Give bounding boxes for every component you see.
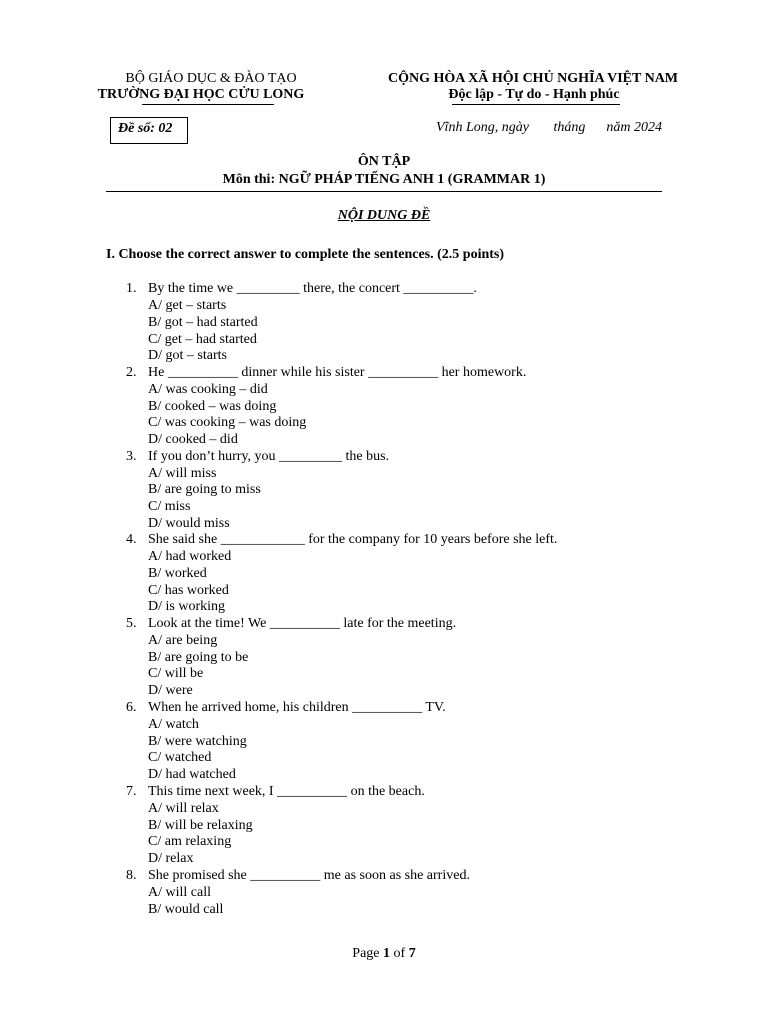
question-text: If you don’t hurry, you _________ the bus. <box>148 449 390 464</box>
section-heading: NỘI DUNG ĐỀ <box>337 208 431 223</box>
option-d: D/ is working <box>148 599 225 614</box>
page-mid: of <box>390 946 409 961</box>
question-number: 2. <box>126 365 137 380</box>
motto-underline <box>452 104 620 105</box>
question-number: 7. <box>126 784 137 799</box>
school-name: TRƯỜNG ĐẠI HỌC CỬU LONG <box>97 87 305 102</box>
document-title: ÔN TẬP <box>357 154 411 169</box>
option-a: A/ are being <box>148 633 218 648</box>
option-b: B/ were watching <box>148 734 247 749</box>
question-number: 5. <box>126 616 137 631</box>
question-text: By the time we _________ there, the concert __________. <box>148 281 477 296</box>
question-text: He __________ dinner while his sister __________ her homework. <box>148 365 527 380</box>
question-text: When he arrived home, his children __________ TV. <box>148 700 446 715</box>
question-item <box>126 532 557 549</box>
exam-code: Đề số: 02 <box>118 121 173 136</box>
option-d: D/ would miss <box>148 516 230 531</box>
part1-instruction: I. Choose the correct answer to complete the sentences. (2.5 points) <box>106 247 505 262</box>
subject-title: Môn thi: NGỮ PHÁP TIẾNG ANH 1 (GRAMMAR 1) <box>222 172 546 187</box>
page-prefix: Page <box>352 946 384 961</box>
option-b: B/ are going to be <box>148 650 249 665</box>
option-b: B/ will be relaxing <box>148 818 253 833</box>
option-b: B/ worked <box>148 566 207 581</box>
option-d: D/ were <box>148 683 193 698</box>
question-text: She promised she __________ me as soon as she arrived. <box>148 868 470 883</box>
national-motto: Độc lập - Tự do - Hạnh phúc <box>448 87 620 102</box>
question-item <box>126 616 456 633</box>
option-c: C/ get – had started <box>148 332 257 347</box>
school-underline <box>142 104 274 105</box>
option-d: D/ cooked – did <box>148 432 238 447</box>
option-c: C/ was cooking – was doing <box>148 415 307 430</box>
page-total: 7 <box>408 946 416 961</box>
page-current: 1 <box>383 946 391 961</box>
option-d: D/ relax <box>148 851 194 866</box>
option-a: A/ had worked <box>148 549 232 564</box>
question-text: She said she ____________ for the company for 10 years before she left. <box>148 532 558 547</box>
question-number: 3. <box>126 449 137 464</box>
option-b: B/ cooked – was doing <box>148 399 277 414</box>
option-a: A/ will relax <box>148 801 219 816</box>
option-a: A/ will call <box>148 885 211 900</box>
question-number: 1. <box>126 281 137 296</box>
option-c: C/ will be <box>148 666 204 681</box>
question-number: 6. <box>126 700 137 715</box>
question-number: 4. <box>126 532 137 547</box>
page-number <box>0 946 768 962</box>
ministry-name: BỘ GIÁO DỤC & ĐÀO TẠO <box>125 71 297 86</box>
question-item <box>126 700 446 717</box>
option-d: D/ had watched <box>148 767 236 782</box>
option-d: D/ got – starts <box>148 348 227 363</box>
question-text: This time next week, I __________ on the beach. <box>148 784 425 799</box>
question-item <box>126 281 477 298</box>
question-item <box>126 365 526 382</box>
option-a: A/ get – starts <box>148 298 227 313</box>
question-text: Look at the time! We __________ late for the meeting. <box>148 616 457 631</box>
question-item <box>126 449 389 466</box>
question-item <box>126 784 425 801</box>
option-a: A/ will miss <box>148 466 217 481</box>
question-number: 8. <box>126 868 137 883</box>
question-item <box>126 868 470 885</box>
option-b: B/ got – had started <box>148 315 258 330</box>
title-rule <box>106 191 662 192</box>
option-c: C/ watched <box>148 750 212 765</box>
option-c: C/ has worked <box>148 583 229 598</box>
option-a: A/ watch <box>148 717 199 732</box>
option-a: A/ was cooking – did <box>148 382 268 397</box>
option-b: B/ would call <box>148 902 224 917</box>
place-date: Vĩnh Long, ngày tháng năm 2024 <box>436 120 662 135</box>
republic-name: CỘNG HÒA XÃ HỘI CHỦ NGHĨA VIỆT NAM <box>388 71 679 86</box>
option-c: C/ am relaxing <box>148 834 232 849</box>
option-b: B/ are going to miss <box>148 482 261 497</box>
option-c: C/ miss <box>148 499 191 514</box>
